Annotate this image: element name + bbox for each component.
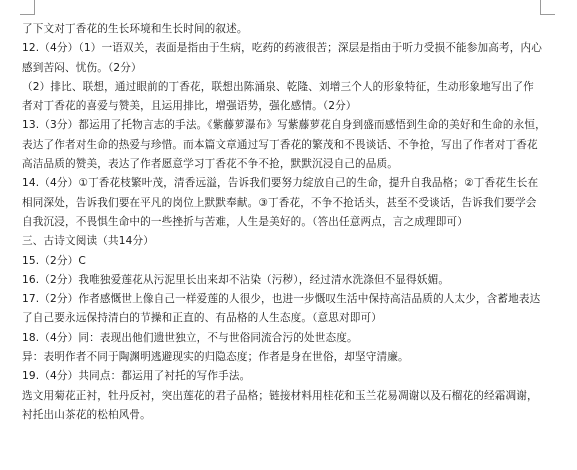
text-line: 16.（2分）我唯独爱莲花从污泥里长出来却不沾染（污秽），经过清水洗涤但不显得妖媚。 [22, 273, 450, 286]
text-line: 19.（4分）共同点：都运用了衬托的写作手法。 [22, 370, 251, 383]
text-line: 选文用菊花正衬，牡丹反衬，突出莲花的君子品格；链接材料用桂花和玉兰花易凋谢以及石榴花的经霜凋谢， [22, 389, 538, 402]
text-line: 异：表明作者不同于陶渊明逃避现实的归隐态度；作者是身在世俗，却坚守清廉。 [22, 351, 409, 364]
text-line: 表达了作者对生命的热爱与珍惜。而本篇文章通过写丁香花的繁茂和不畏谈话、不争抢，写出了作者对丁香花 [22, 138, 538, 151]
answer-document-page [22, 20, 555, 425]
text-line: 15.（2分）C [22, 254, 86, 267]
text-line: 者对丁香花的喜爱与赞美，且运用排比，增强语势，强化感情。（2分） [22, 100, 357, 113]
text-line: （2）排比、联想，通过眼前的丁香花，联想出陈涌泉、乾隆、刘增三个人的形象特征，生动形象地写出了作 [22, 80, 534, 93]
text-line: 高洁品质的赞美，表达了作者愿意学习丁香花不争不抢，默默沉浸自己的品质。 [22, 158, 399, 171]
section-heading: 三、古诗文阅读（共14分） [22, 235, 154, 248]
text-line: 14.（4分）①丁香花枝繁叶茂，清香远溢，告诉我们要努力绽放自己的生命，提升自我品格；②丁香花生长在 [22, 177, 539, 190]
page-corner-mark-left [20, 0, 35, 15]
text-line: 18.（4分）同：表现出他们遗世独立，不与世俗同流合污的处世态度。 [22, 331, 358, 344]
text-line: 自我沉浸，不畏惧生命中的一些挫折与苦难，人生是美好的。（答出任意两点，言之成理即可） [22, 215, 468, 228]
text-line: 13.（3分）都运用了托物言志的手法。《紫藤萝瀑布》写紫藤萝花自身到盛而感悟到生命的美好和生命的永恒， [22, 119, 546, 132]
text-line: 了自己要永远保持清白的节操和正直的、有品格的人生态度。（意思对即可） [22, 312, 382, 325]
text-line: 衬托出山茶花的松柏风骨。 [22, 408, 151, 421]
text-line: 相同深处，告诉我们要在平凡的岗位上默默奉献。③丁香花，不争不抢话头，甚至不受谈话，告诉我们要学会 [22, 196, 537, 209]
text-line: 12.（4分）（1）一语双关，表面是指由于生病，吃药的药液很苦；深层是指由于听力受损不能参加高考，内心 [22, 42, 542, 55]
text-line: 17.（2分）作者感慨世上像自己一样爱莲的人很少，也进一步慨叹生活中保持高洁品质的人太少，含蓄地表达 [22, 293, 541, 306]
page-corner-mark-right [540, 0, 555, 15]
text-line: 了下文对丁香花的生长环境和生长时间的叙述。 [22, 23, 248, 35]
text-line: 感到苦闷、忧伤。（2分） [22, 61, 142, 74]
